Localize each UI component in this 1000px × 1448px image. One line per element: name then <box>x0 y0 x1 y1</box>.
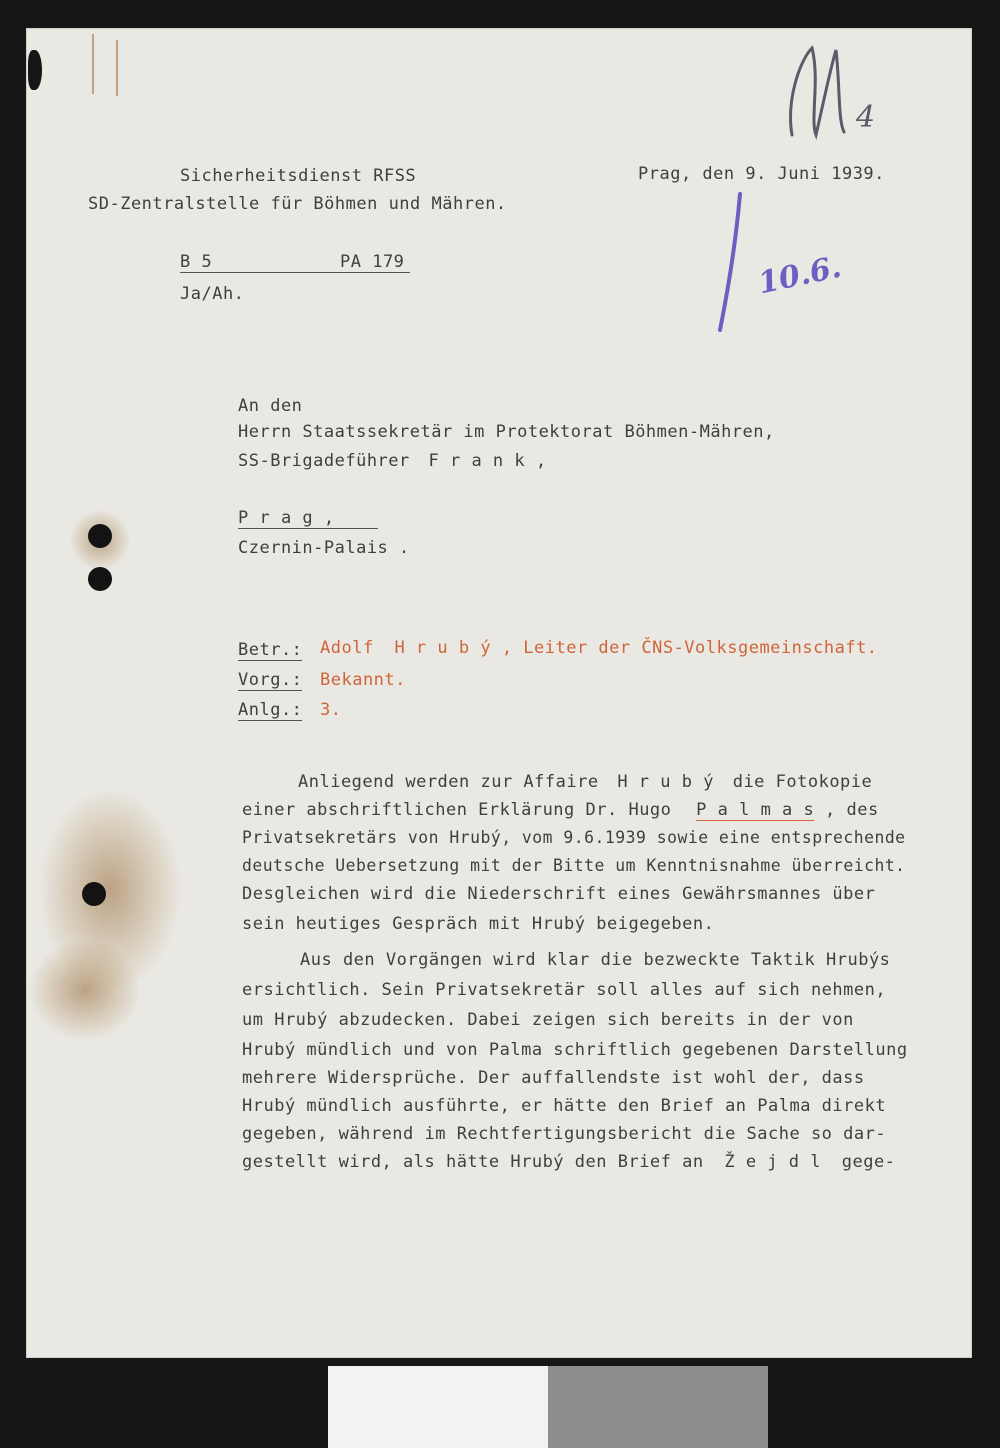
recipient-title: SS-Brigadeführer <box>238 451 410 471</box>
anlg-value: 3. <box>320 700 342 720</box>
reference-code-left: B 5 <box>180 252 213 272</box>
body-name: H r u b ý <box>617 772 714 792</box>
body-line <box>242 800 879 820</box>
body-name-underlined: P a l m a s <box>696 800 815 820</box>
rust-stain <box>30 940 140 1040</box>
body-text: , des <box>825 800 879 820</box>
calibration-strip-grey <box>548 1366 768 1448</box>
anlg-label: Anlg.: <box>238 700 303 720</box>
body-line: sein heutiges Gespräch mit Hrubý beigegeben. <box>242 914 715 934</box>
body-line: Desgleichen wird die Niederschrift eines Gewährsmannes über <box>242 884 876 904</box>
body-line <box>242 1152 895 1172</box>
body-text: gege- <box>841 1152 896 1172</box>
calibration-strip-white <box>328 1366 548 1448</box>
betr-value <box>320 638 878 658</box>
body-line: um Hrubý abzudecken. Dabei zeigen sich bereits in der von <box>242 1010 854 1030</box>
recipient-city: P r a g , <box>238 508 378 529</box>
recipient-line-1: An den <box>238 396 303 416</box>
body-text: die Fotokopie <box>732 772 873 792</box>
betr-value-first-name: Adolf <box>320 638 374 658</box>
reference-initials: Ja/Ah. <box>180 284 245 304</box>
place-date: Prag, den 9. Juni 1939. <box>638 164 885 184</box>
org-line-1: Sicherheitsdienst RFSS <box>180 166 417 186</box>
recipient-line-2: Herrn Staatssekretär im Protektorat Böhmen-Mähren, <box>238 422 775 442</box>
recipient-building: Czernin-Palais . <box>238 538 410 558</box>
body-line: Hrubý mündlich und von Palma schriftlich gegebenen Darstellung <box>242 1040 908 1060</box>
body-text: gestellt wird, als hätte Hrubý den Brief an <box>242 1152 704 1172</box>
paper-tear <box>28 50 42 90</box>
pencil-scribble <box>780 40 860 145</box>
body-line: Privatsekretärs von Hrubý, vom 9.6.1939 sowie eine entsprechende <box>242 828 906 847</box>
betr-value-rest: , Leiter der ČNS-Volksgemeinschaft. <box>501 638 878 658</box>
blue-pencil-stroke <box>710 190 750 340</box>
body-line: ersichtlich. Sein Privatsekretär soll alles auf sich nehmen, <box>242 980 887 1000</box>
body-line: deutsche Uebersetzung mit der Bitte um Kenntnisnahme überreicht. <box>242 856 906 875</box>
body-line: mehrere Widersprüche. Der auffallendste ist wohl der, dass <box>242 1068 865 1088</box>
page-number: 4 <box>856 100 876 135</box>
punch-hole <box>88 524 112 548</box>
punch-hole <box>88 567 112 591</box>
betr-value-surname: H r u b ý <box>394 638 492 658</box>
org-line-2: SD-Zentralstelle für Böhmen und Mähren. <box>88 194 507 214</box>
body-line <box>298 772 872 792</box>
marginal-note: 10.6. <box>755 249 845 302</box>
body-text: Anliegend werden zur Affaire <box>298 772 599 792</box>
paper-mark <box>92 34 94 94</box>
reference-line <box>180 252 410 273</box>
paper-mark <box>116 40 118 96</box>
recipient-name: F r a n k , <box>428 451 547 471</box>
vorg-label: Vorg.: <box>238 670 303 690</box>
punch-hole <box>82 882 106 906</box>
vorg-value: Bekannt. <box>320 670 406 690</box>
body-line: Hrubý mündlich ausführte, er hätte den Brief an Palma direkt <box>242 1096 887 1116</box>
body-line: Aus den Vorgängen wird klar die bezweckte Taktik Hrubýs <box>300 950 891 970</box>
reference-code-right: PA 179 <box>340 252 405 272</box>
recipient-line-3 <box>238 451 547 471</box>
body-line: gegeben, während im Rechtfertigungsbericht die Sache so dar- <box>242 1124 887 1144</box>
body-text: einer abschriftlichen Erklärung Dr. Hugo <box>242 800 672 820</box>
body-name: Ž e j d l <box>724 1152 821 1172</box>
betr-label: Betr.: <box>238 640 303 660</box>
